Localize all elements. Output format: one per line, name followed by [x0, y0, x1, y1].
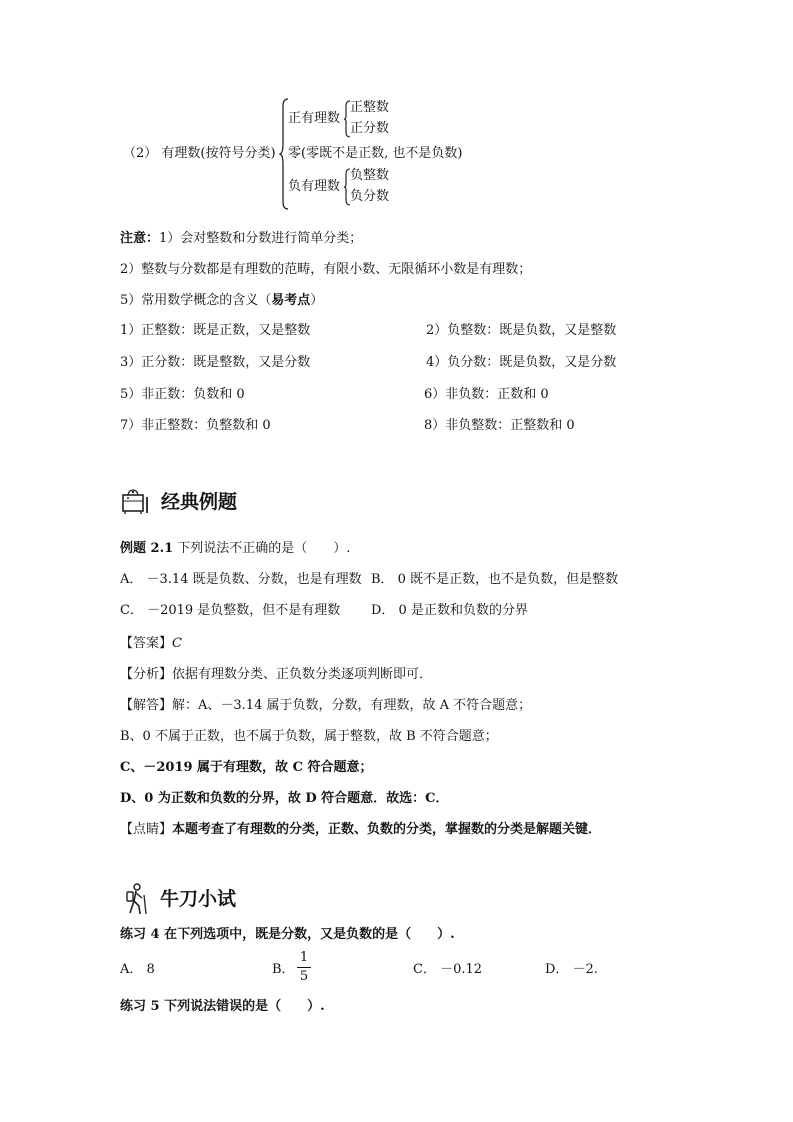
solution-line-2: B、0 不属于正数，也不属于负数，属于整数，故 B 不符合题意； — [120, 729, 498, 744]
negative-fraction-label: 负分数 — [350, 189, 390, 204]
negative-integer-label: 负整数 — [350, 168, 390, 183]
solution-line-4: D、0 为正数和负数的分界，故 D 符合题意．故选：C． — [120, 791, 449, 806]
note-line-3 — [120, 293, 323, 309]
answer-value: C — [172, 636, 182, 651]
positive-rational-label: 正有理数 — [288, 111, 341, 126]
note-line-2: 2）整数与分数都是有理数的范畴，有限小数、无限循环小数是有理数； — [120, 262, 532, 277]
concept-left-1: 1）正整数：既是正数，又是整数 — [120, 323, 311, 338]
concept-right-1: 2）负整数：既是负数，又是整数 — [426, 323, 617, 338]
note-line-1 — [120, 231, 362, 247]
comment-text: 本题考查了有理数的分类，正数、负数的分类，掌握数的分类是解题关键． — [172, 822, 602, 837]
exercise-4-question: 在下列选项中，既是分数，又是负数的是（ ）. — [159, 927, 455, 942]
comment-line — [120, 822, 601, 838]
example-label: 例题 2.1 — [120, 541, 174, 556]
solution-line-3: C、－2019 属于有理数，故 C 符合题意； — [120, 760, 373, 775]
exercise-4-option-b-label: B． — [272, 962, 295, 977]
solution-line-1 — [120, 698, 531, 714]
note-text-3-prefix: 5）常用数学概念的含义（ — [120, 293, 272, 308]
exercise-5-question: 下列说法错误的是（ ）. — [159, 999, 325, 1014]
exercise-4-option-c: C． －0.12 — [413, 962, 483, 977]
answer-label: 【答案】 — [120, 636, 173, 651]
exercise-5-label: 练习 5 — [120, 999, 160, 1014]
fraction-bar — [297, 967, 311, 968]
exercise-4-label: 练习 4 — [120, 927, 160, 942]
example-option-c: C． －2019 是负整数，但不是有理数 — [120, 603, 341, 618]
classification-prefix: （2） 有理数(按符号分类) — [123, 146, 276, 161]
note-text-3-bold: 易考点 — [271, 293, 311, 308]
concept-right-2: 4）负分数：既是负数，又是分数 — [426, 355, 617, 370]
positive-fraction-label: 正分数 — [350, 121, 390, 136]
note-label: 注意： — [120, 231, 160, 246]
chalkboard-icon — [120, 487, 150, 520]
note-text-1: 1）会对整数和分数进行简单分类； — [159, 231, 363, 246]
solution-text-1: 解：A、－3.14 属于负数，分数，有理数，故 A 不符合题意； — [172, 698, 532, 713]
example-question-line — [120, 541, 350, 557]
exercise-4-option-b-fraction — [297, 951, 311, 984]
positive-integer-label: 正整数 — [350, 100, 390, 115]
note-text-3-suffix: ） — [310, 293, 324, 308]
analysis-line — [120, 667, 432, 683]
concept-right-3: 6）非负数：正数和 0 — [424, 387, 549, 402]
hiker-icon — [122, 883, 150, 920]
concept-left-4: 7）非正整数：负整数和 0 — [120, 418, 271, 433]
exercise-5-question-line — [120, 999, 325, 1015]
exercise-4-option-a: A． 8 — [120, 962, 155, 977]
negative-rational-label: 负有理数 — [288, 179, 341, 194]
example-question: 下列说法不正确的是（ ）. — [173, 541, 351, 556]
analysis-text: 依据有理数分类、正负数分类逐项判断即可． — [172, 667, 433, 682]
example-option-a: A． －3.14 既是负数、分数，也是有理数 — [120, 572, 362, 587]
zero-label: 零(零既不是正数, 也不是负数) — [288, 146, 463, 161]
fraction-numerator: 1 — [299, 950, 309, 965]
analysis-label: 【分析】 — [120, 667, 173, 682]
concept-left-2: 3）正分数：既是整数，又是分数 — [120, 355, 311, 370]
fraction-denominator: 5 — [299, 969, 309, 984]
comment-label: 【点睛】 — [120, 822, 173, 837]
section-title-practice: 牛刀小试 — [160, 888, 237, 910]
exercise-4-question-line — [120, 927, 455, 943]
example-option-d: D． 0 是正数和负数的分界 — [371, 603, 528, 618]
solution-label: 【解答】 — [120, 698, 173, 713]
example-option-b: B． 0 既不是正数，也不是负数，但是整数 — [371, 572, 619, 587]
concept-left-3: 5）非正数：负数和 0 — [120, 387, 245, 402]
concept-right-4: 8）非负整数：正整数和 0 — [424, 418, 575, 433]
exercise-4-option-d: D． －2. — [545, 962, 598, 977]
section-title-examples: 经典例题 — [161, 491, 238, 513]
answer-line — [120, 636, 182, 652]
